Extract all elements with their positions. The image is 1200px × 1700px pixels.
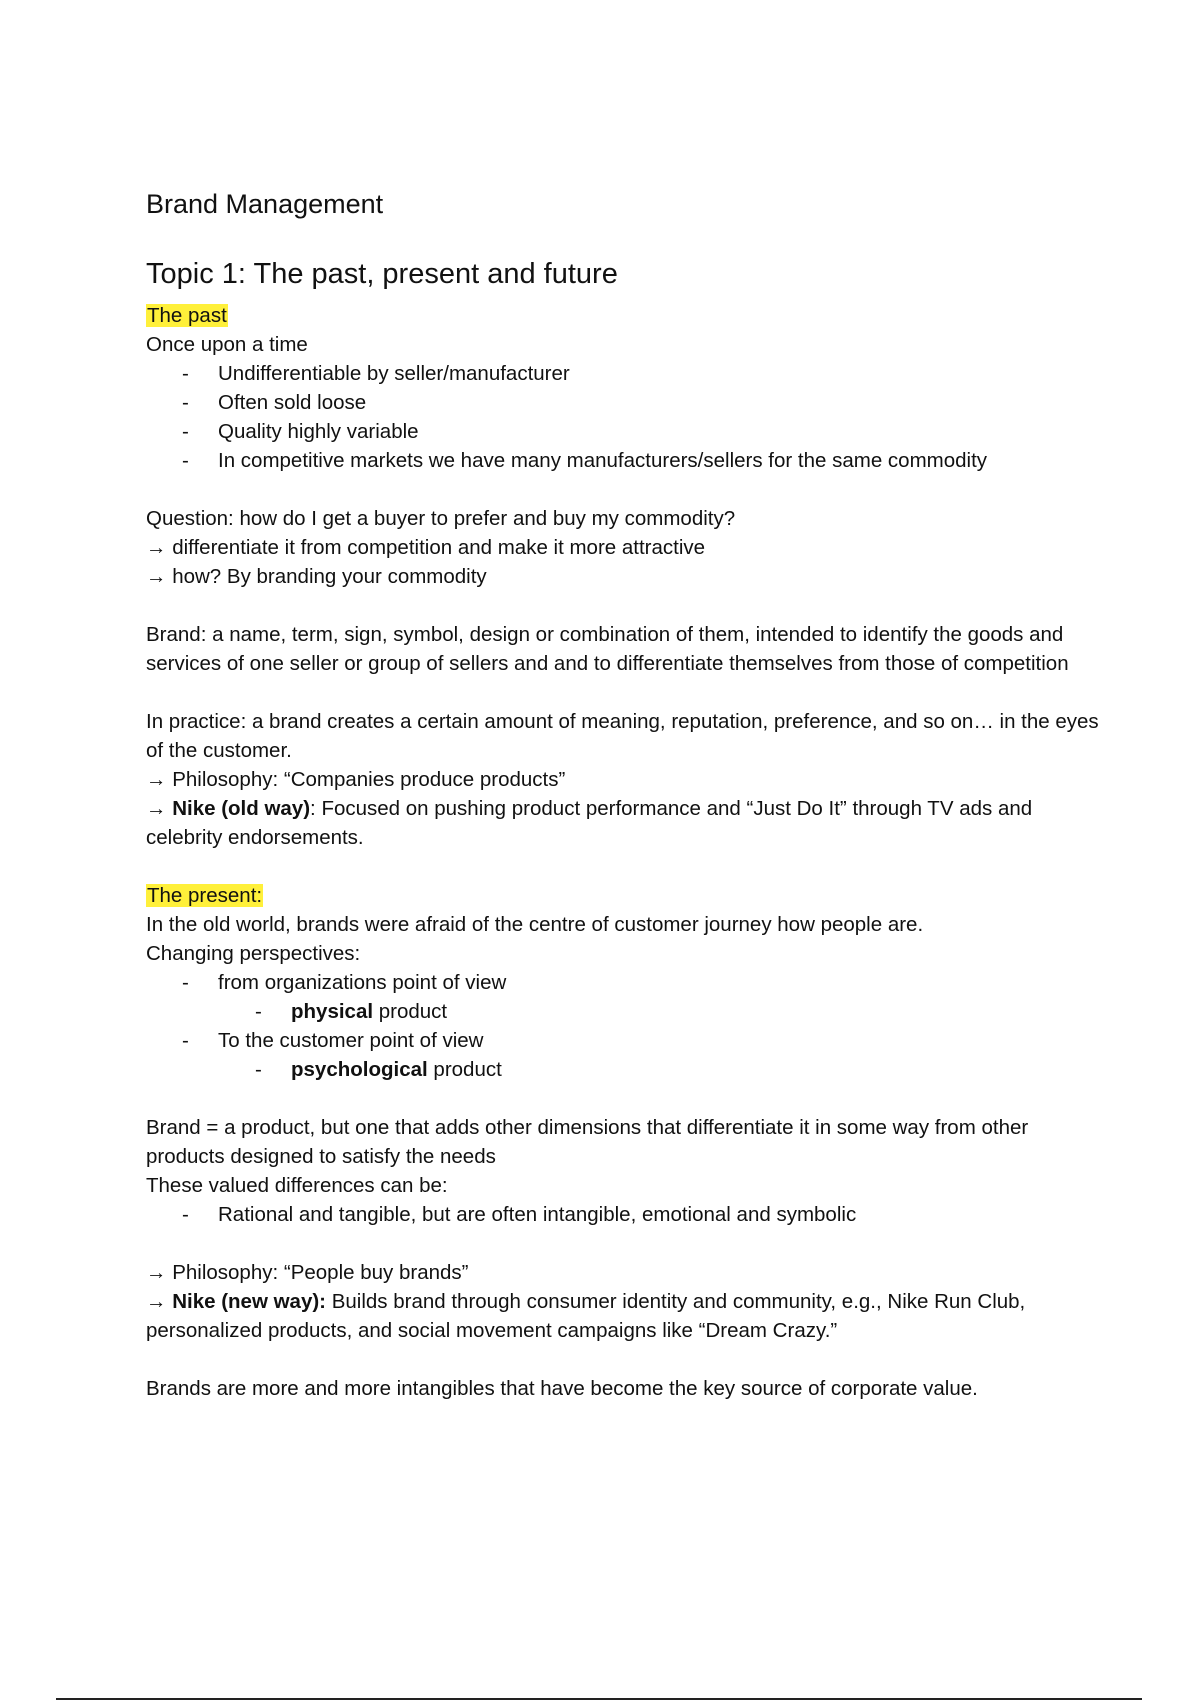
list-item: - Often sold loose (146, 388, 1106, 417)
perspective-sublist (146, 1055, 1106, 1084)
philosophy-line: → Philosophy: “Companies produce products” (146, 768, 566, 791)
arrow-line: → how? By branding your commodity (146, 565, 487, 588)
valued-line: These valued differences can be: (146, 1174, 448, 1197)
philosophy-line: → Philosophy: “People buy brands” (146, 1261, 469, 1284)
valued-list (146, 1200, 1106, 1229)
dash-marker: - (182, 362, 189, 385)
dash-marker: - (182, 420, 189, 443)
highlight-past: The past (147, 304, 227, 327)
list-item: - Quality highly variable (146, 417, 1106, 446)
list-item: - Rational and tangible, but are often intangible, emotional and symbolic (146, 1200, 1106, 1229)
topic-title: Topic 1: The past, present and future (146, 258, 618, 290)
dash-marker: - (255, 1058, 262, 1081)
present-line: Changing perspectives: (146, 942, 361, 965)
nike-old-way-label: Nike (old way) (172, 797, 311, 820)
practice-paragraph: In practice: a brand creates a certain amount of meaning, reputation, preference, and so on… in the eyes of the customer. (146, 710, 1099, 762)
brand-definition: Brand: a name, term, sign, symbol, design or combination of them, intended to identify the goods and services of one seller or group of sellers and and to differentiate themselves from those of competition (146, 623, 1069, 675)
list-item: - To the customer point of view (146, 1026, 1106, 1055)
list-item: - psychological product (146, 1055, 1106, 1084)
nike-old-way: → Nike (old way): Focused on pushing product performance and “Just Do It” through TV ads and celebrity endorsements. (146, 797, 1033, 849)
brand-equals-paragraph: Brand = a product, but one that adds other dimensions that differentiate it in some way from other products designed to satisfy the needs (146, 1116, 1029, 1168)
dash-marker: - (182, 1029, 189, 1052)
dash-marker: - (182, 971, 189, 994)
document-page (146, 180, 1106, 1403)
document-title: Brand Management (146, 189, 384, 219)
perspective-list (146, 968, 1106, 997)
dash-marker: - (255, 1000, 262, 1023)
past-bullet-list (146, 359, 1106, 475)
closing-line: Brands are more and more intangibles that have become the key source of corporate value. (146, 1377, 978, 1400)
present-line: In the old world, brands were afraid of the centre of customer journey how people are. (146, 913, 924, 936)
perspective-list (146, 1026, 1106, 1055)
list-item: - from organizations point of view (146, 968, 1106, 997)
perspective-sublist (146, 997, 1106, 1026)
dash-marker: - (182, 391, 189, 414)
section-heading-present (146, 881, 1106, 910)
past-intro: Once upon a time (146, 333, 308, 356)
nike-new-way-label: Nike (new way): (172, 1290, 326, 1313)
nike-new-way: → Nike (new way): Builds brand through consumer identity and community, e.g., Nike Run Club, personalized products, and social movement campaigns like “Dream Crazy.” (146, 1290, 1026, 1342)
question-line: Question: how do I get a buyer to prefer and buy my commodity? (146, 507, 736, 530)
list-item: - In competitive markets we have many manufacturers/sellers for the same commodity (146, 446, 1106, 475)
dash-marker: - (182, 1203, 189, 1226)
section-heading-past (146, 301, 1106, 330)
arrow-line: → differentiate it from competition and make it more attractive (146, 536, 706, 559)
list-item: - physical product (146, 997, 1106, 1026)
list-item: - Undifferentiable by seller/manufacturer (146, 359, 1106, 388)
highlight-present: The present: (147, 884, 263, 907)
dash-marker: - (182, 449, 189, 472)
